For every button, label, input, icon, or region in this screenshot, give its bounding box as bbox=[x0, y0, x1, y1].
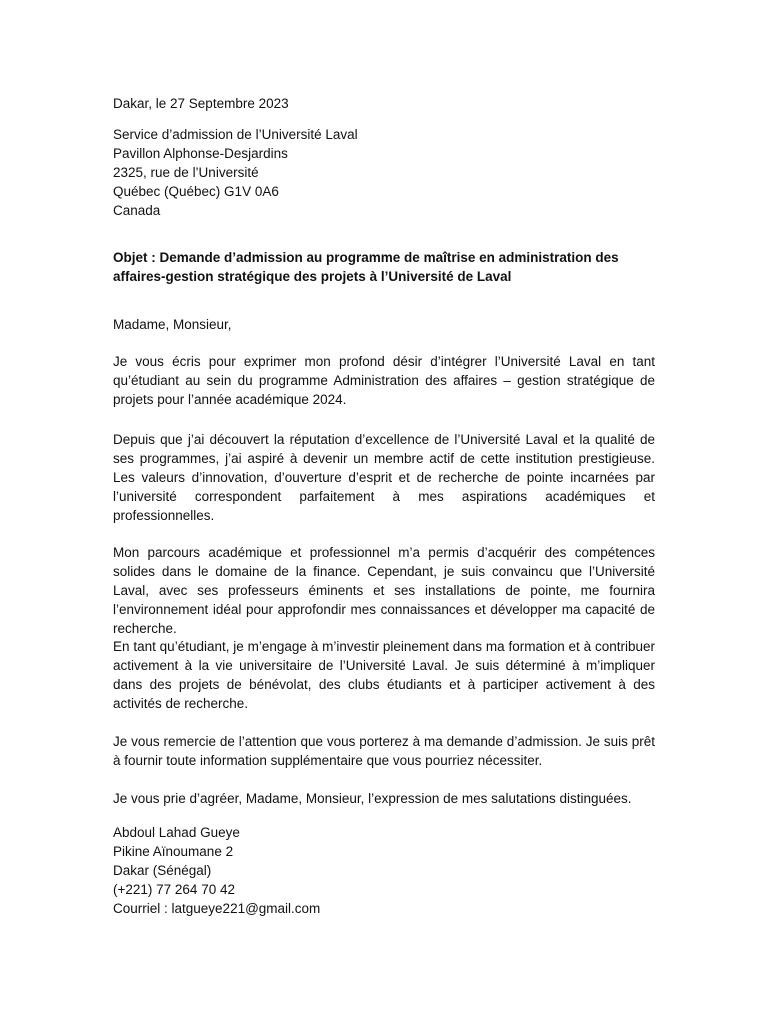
paragraph-text: En tant qu’étudiant, je m’engage à m’investir pleinement dans ma formation et à contribuer activement à la vie universitaire de l’Université Laval. Je suis déterminé à m’impliquer dans des projets de bénévolat, des clubs étudiants et à participer activement à des activités de recherche. bbox=[113, 639, 655, 711]
date-text: Dakar, le 27 Septembre 2023 bbox=[113, 96, 289, 111]
subject-text: Objet : Demande d’admission au programme de maîtrise en administration des affaires-gestion stratégique des projets à l’Université de Laval bbox=[113, 250, 619, 284]
recipient-line: Service d’admission de l’Université Laval bbox=[113, 127, 358, 142]
signature-phone: (+221) 77 264 70 42 bbox=[113, 882, 235, 897]
letter-subject bbox=[113, 248, 655, 286]
recipient-address bbox=[113, 125, 655, 220]
letter-salutation bbox=[113, 315, 655, 334]
signature-block bbox=[113, 823, 655, 918]
recipient-line: Québec (Québec) G1V 0A6 bbox=[113, 184, 279, 199]
signature-address-line: Pikine Aïnoumane 2 bbox=[113, 844, 234, 859]
paragraph-text: Je vous remercie de l’attention que vous porterez à ma demande d’admission. Je suis prêt à fournir toute information supplémentaire que vous pourriez nécessiter. bbox=[113, 734, 655, 768]
signature-address-line: Dakar (Sénégal) bbox=[113, 863, 212, 878]
signature-email: Courriel : latgueye221@gmail.com bbox=[113, 901, 321, 916]
letter-date bbox=[113, 94, 655, 113]
closing-text: Je vous prie d’agréer, Madame, Monsieur, l’expression de mes salutations distinguées. bbox=[113, 791, 632, 806]
body-paragraph bbox=[113, 637, 655, 713]
body-paragraph bbox=[113, 430, 655, 525]
recipient-line: Canada bbox=[113, 203, 161, 218]
paragraph-text: Mon parcours académique et professionnel m’a permis d’acquérir des compétences solides dans le domaine de la finance. Cependant, je suis convaincu que l’Université Laval, avec ses professeurs éminents et ses installations de pointe, me fournira l’environnement idéal pour approfondir mes connaissances et développer ma capacité de recherche. bbox=[113, 545, 655, 636]
body-paragraph bbox=[113, 732, 655, 770]
paragraph-text: Je vous écris pour exprimer mon profond désir d’intégrer l’Université Laval en tant qu’étudiant au sein du programme Administration des affaires – gestion stratégique de projets pour l’année académique 2024. bbox=[113, 354, 655, 407]
recipient-line: Pavillon Alphonse-Desjardins bbox=[113, 146, 288, 161]
body-paragraph bbox=[113, 543, 655, 638]
body-paragraph bbox=[113, 352, 655, 409]
letter-closing bbox=[113, 789, 655, 808]
signature-name: Abdoul Lahad Gueye bbox=[113, 825, 240, 840]
paragraph-text: Depuis que j’ai découvert la réputation d’excellence de l’Université Laval et la qualité de ses programmes, j’ai aspiré à devenir un membre actif de cette institution prestigieuse. Les valeurs d’innovation, d’ouverture d’esprit et de recherche de pointe incarnées par l’université correspondent parfaitement à mes aspirations académiques et professionnelles. bbox=[113, 432, 655, 523]
salutation-text: Madame, Monsieur, bbox=[113, 317, 232, 332]
recipient-line: 2325, rue de l’Université bbox=[113, 165, 259, 180]
